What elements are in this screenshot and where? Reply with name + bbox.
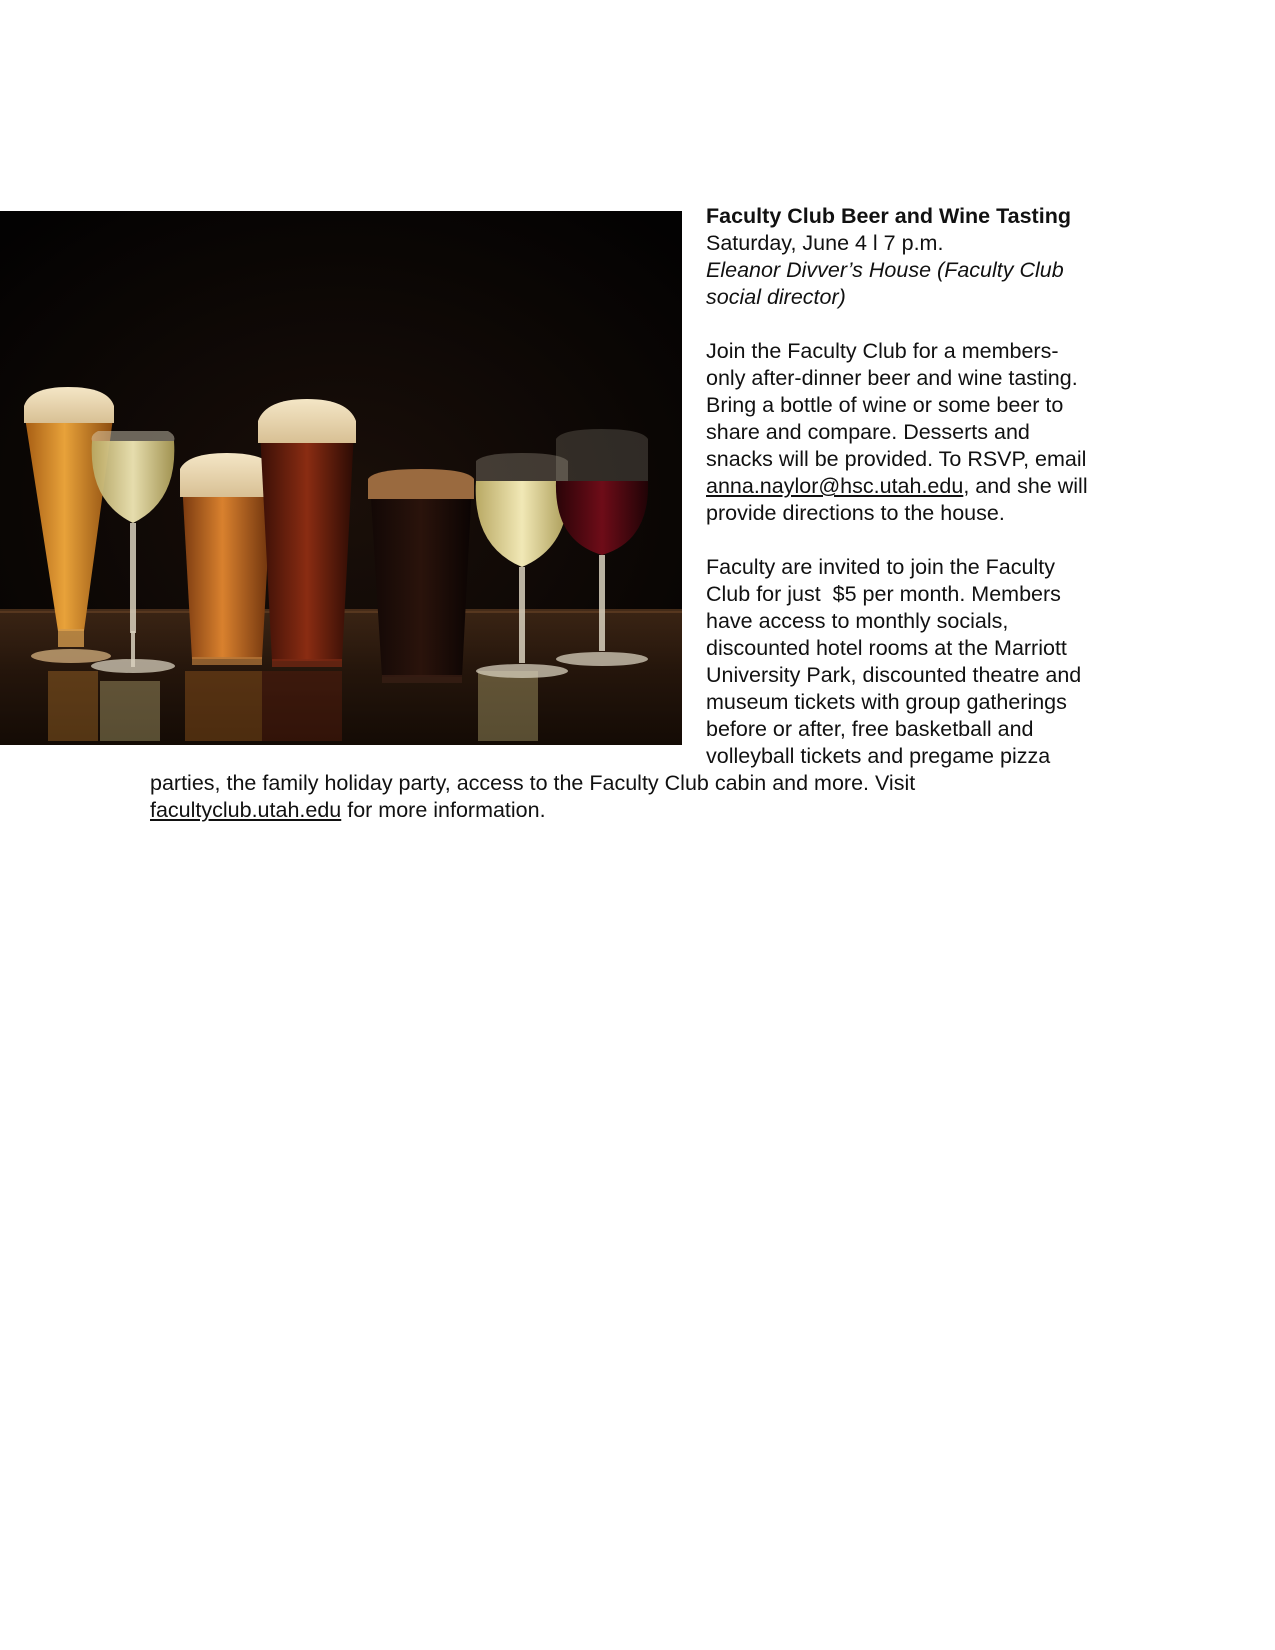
invite-email-line [706,473,1126,500]
membership-line: discounted hotel rooms at the Marriott [706,636,1067,660]
membership-url-line [150,797,1130,824]
membership-line: museum tickets with group gatherings [706,690,1067,714]
membership-line: Club for just $5 per month. Members [706,582,1061,606]
event-datetime: Saturday, June 4 l 7 p.m. [706,231,944,255]
membership-line: University Park, discounted theatre and [706,663,1082,687]
membership-line: have access to monthly socials, [706,609,1009,633]
invite-email-suffix: , and she will [963,474,1088,498]
membership-line: before or after, free basketball and [706,717,1034,741]
event-venue-line-2: social director) [706,285,846,309]
event-venue-line-1: Eleanor Divver’s House (Faculty Club [706,258,1064,282]
membership-wide-line: parties, the family holiday party, access to the Faculty Club cabin and more. Visit [150,771,916,795]
event-column [706,203,1126,770]
faculty-club-url-link[interactable]: facultyclub.utah.edu [150,798,342,822]
membership-line: Faculty are invited to join the Faculty [706,555,1055,579]
event-title: Faculty Club Beer and Wine Tasting [706,204,1071,228]
invite-line: provide directions to the house. [706,501,1005,525]
invite-line: share and compare. Desserts and [706,420,1030,444]
membership-continued [150,770,1130,824]
invite-line: snacks will be provided. To RSVP, email [706,447,1087,471]
drinks-photo [0,211,682,745]
invite-line: Bring a bottle of wine or some beer to [706,393,1064,417]
membership-line: volleyball tickets and pregame pizza [706,744,1051,768]
rsvp-email-link[interactable]: anna.naylor@hsc.utah.edu [706,474,964,498]
invite-line: only after-dinner beer and wine tasting. [706,366,1078,390]
membership-url-suffix: for more information. [341,798,546,822]
invite-line: Join the Faculty Club for a members- [706,339,1059,363]
